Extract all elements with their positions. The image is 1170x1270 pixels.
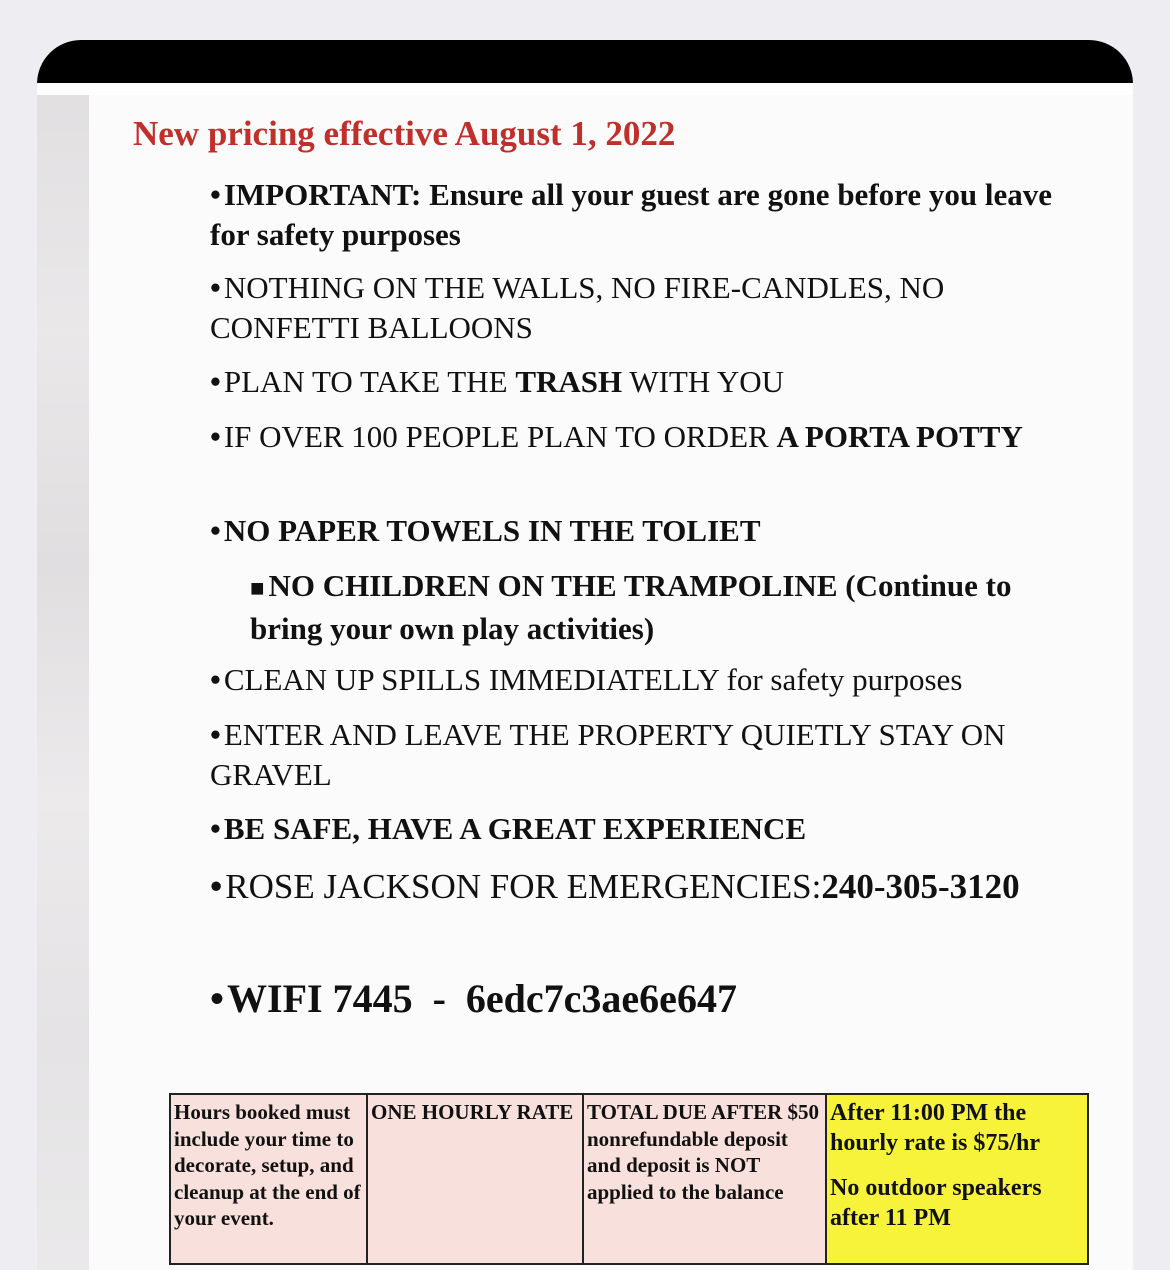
rule-trash: •PLAN TO TAKE THE TRASH WITH YOU (210, 364, 784, 399)
background-image-strip (37, 95, 89, 1270)
page-title: New pricing effective August 1, 2022 (133, 114, 676, 153)
rule-porta-potty: •IF OVER 100 PEOPLE PLAN TO ORDER A PORTA POTTY (210, 419, 1023, 454)
rule-walls: •NOTHING ON THE WALLS, NO FIRE-CANDLES, NO CONFETTI BALLOONS (210, 270, 945, 345)
table-row (170, 1094, 1088, 1264)
rule-emergency-contact: •ROSE JACKSON FOR EMERGENCIES:240-305-3120 (210, 867, 1020, 906)
rule-spills: •CLEAN UP SPILLS IMMEDIATELLY for safety purposes (210, 662, 963, 697)
table-cell-total-due: TOTAL DUE AFTER $50 nonrefundable deposit and deposit is NOT applied to the balance (583, 1094, 826, 1264)
wifi-password: 6edc7c3ae6e647 (465, 976, 737, 1021)
wifi-label: WIFI 7445 (227, 976, 413, 1021)
rule-quiet-entry: •ENTER AND LEAVE THE PROPERTY QUIETLY STAY ON GRAVEL (210, 717, 1006, 792)
card-top-bar (37, 40, 1133, 83)
rule-trampoline: ■ NO CHILDREN ON THE TRAMPOLINE (Continue to bring your own play activities) (250, 568, 1012, 646)
rule-paper-towels: •NO PAPER TOWELS IN THE TOLIET (210, 513, 761, 548)
wifi-separator: - (432, 976, 446, 1021)
table-cell-hourly-rate: ONE HOURLY RATE (367, 1094, 583, 1264)
wifi-info: •WIFI 7445 - 6edc7c3ae6e647 (210, 976, 737, 1021)
rule-be-safe: •BE SAFE, HAVE A GREAT EXPERIENCE (210, 811, 807, 846)
rule-important: •IMPORTANT: Ensure all your guest are gone before you leave for safety purposes (210, 177, 1052, 252)
pricing-table (169, 1093, 1089, 1265)
table-cell-after-hours: After 11:00 PM the hourly rate is $75/hr No outdoor speakers after 11 PM (826, 1094, 1088, 1264)
table-cell-hours-note: Hours booked must include your time to decorate, setup, and cleanup at the end of your event. (170, 1094, 367, 1264)
